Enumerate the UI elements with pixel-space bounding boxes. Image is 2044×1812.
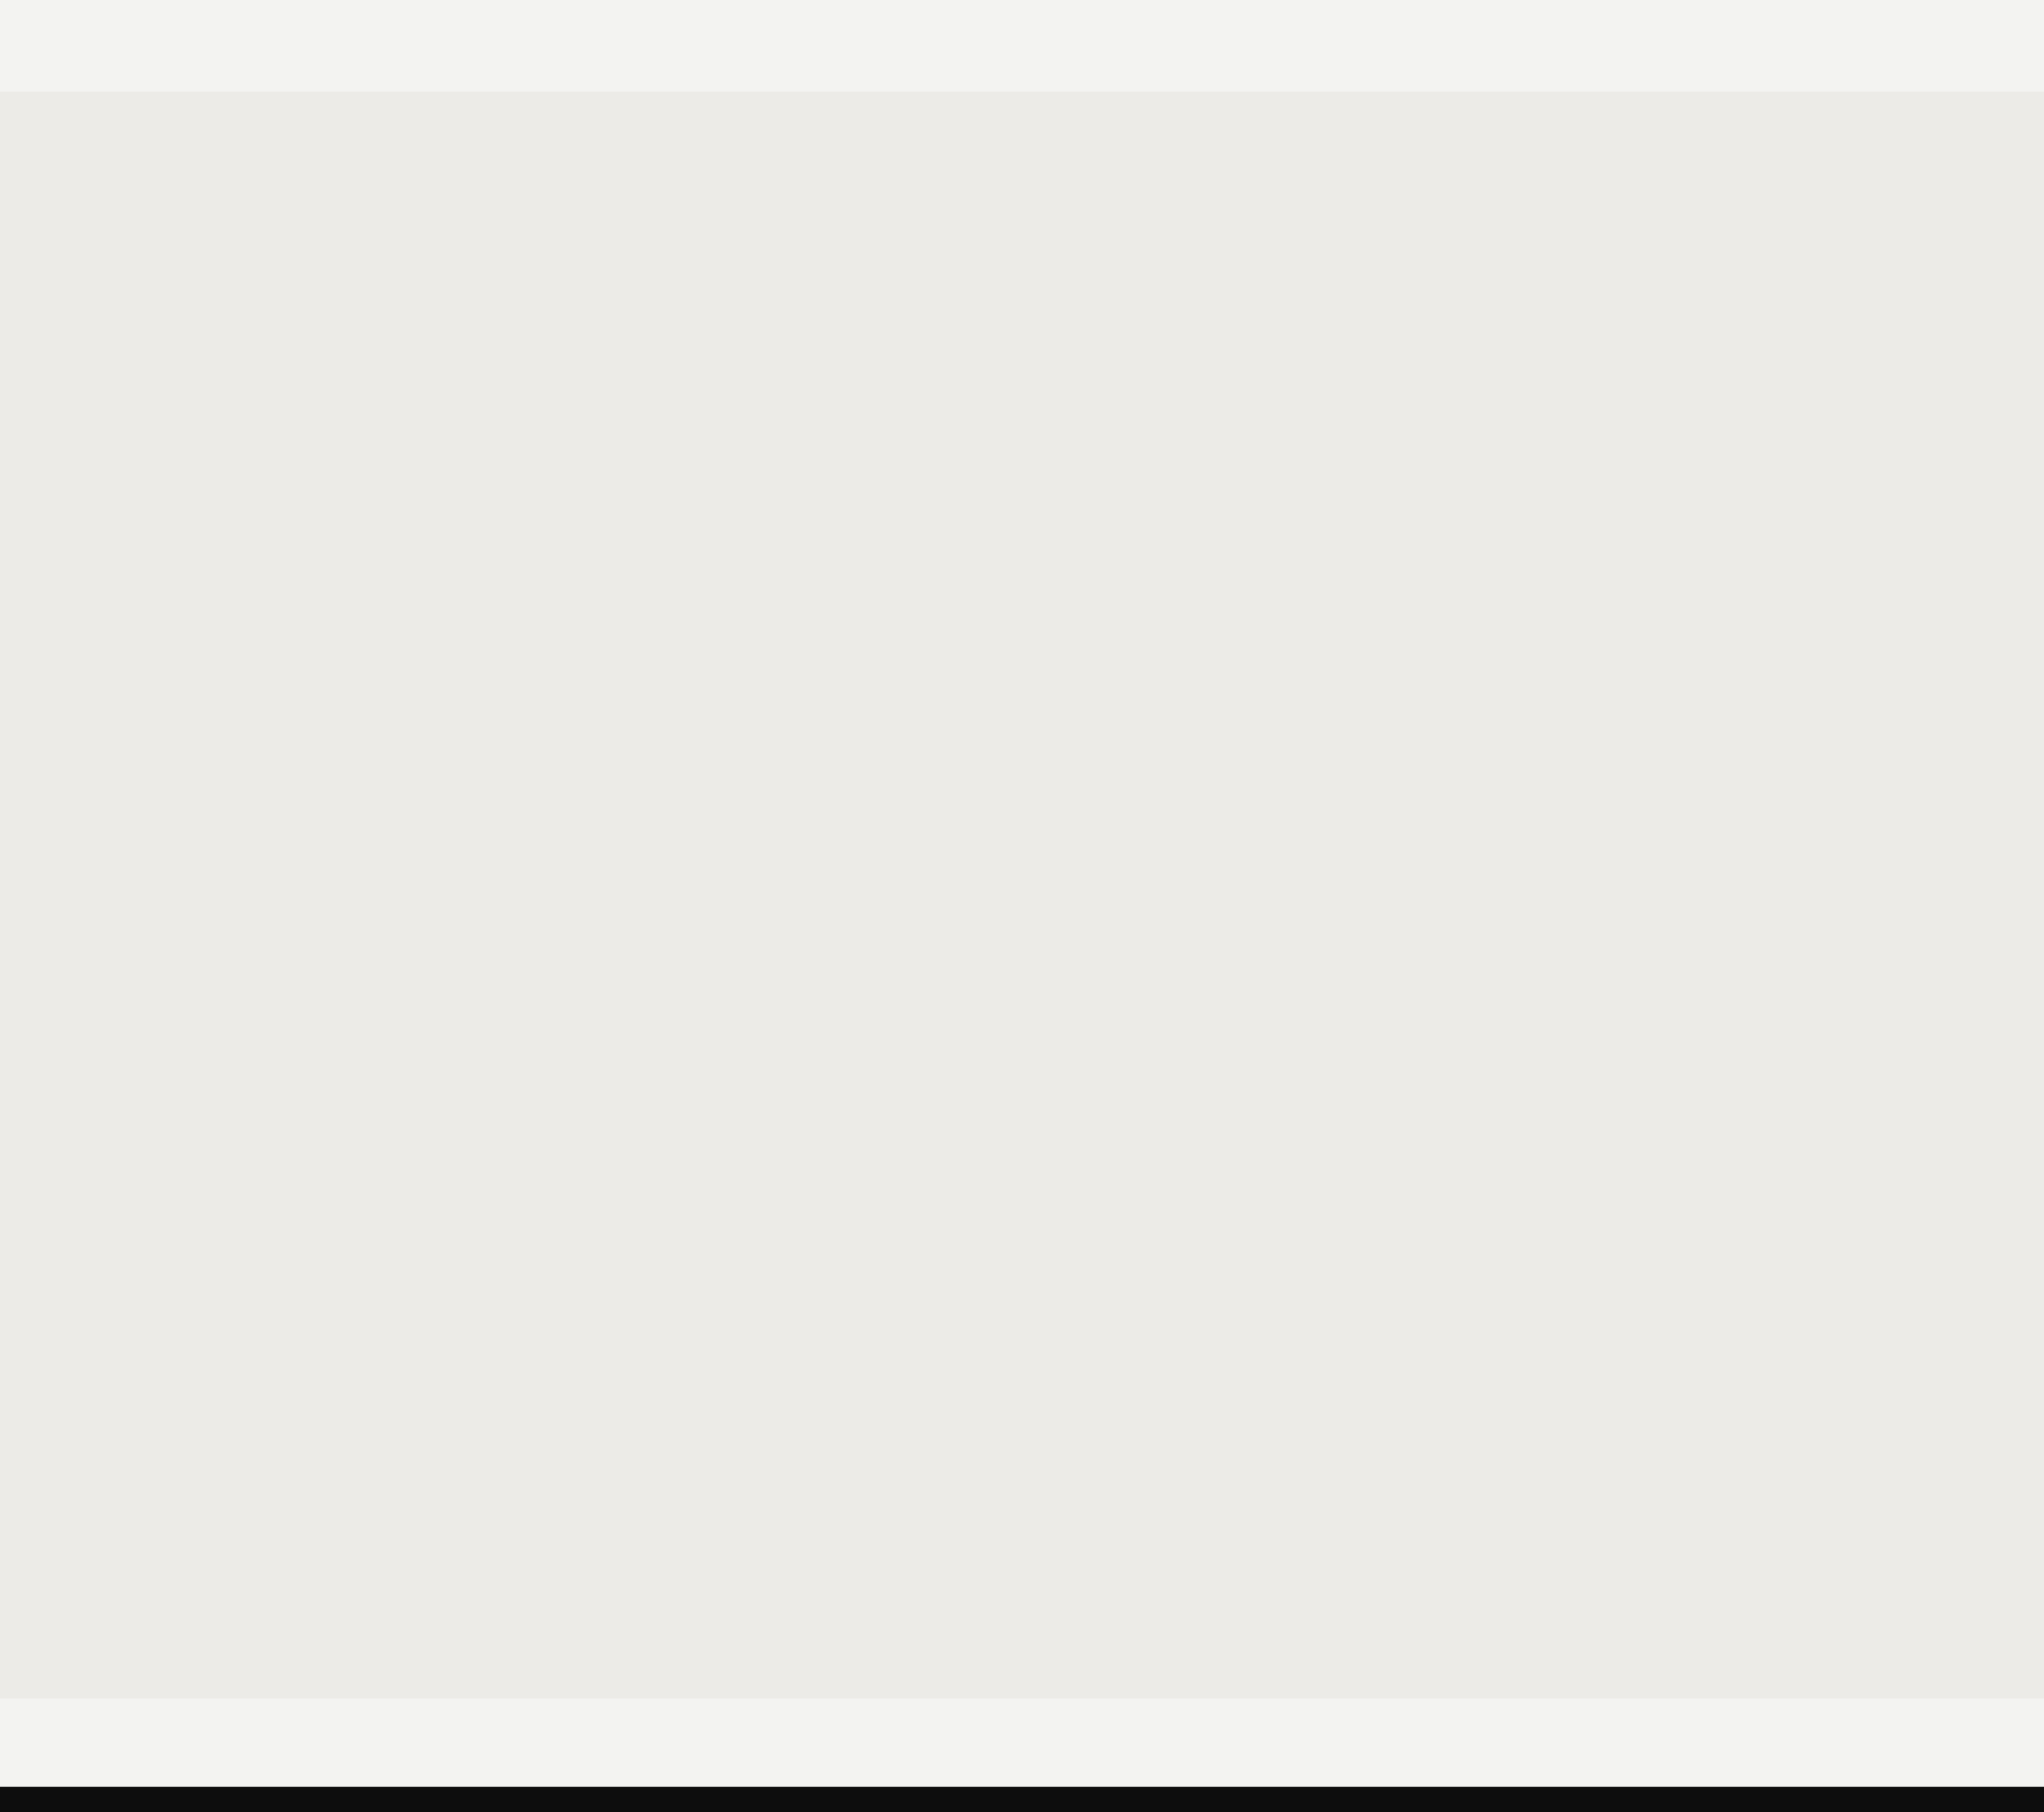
census-sheet [0, 92, 2044, 1698]
census-form-svg [0, 92, 2044, 1698]
microfilm-header-banner [0, 0, 2044, 93]
microfilm-footer-banner [0, 1698, 2044, 1787]
